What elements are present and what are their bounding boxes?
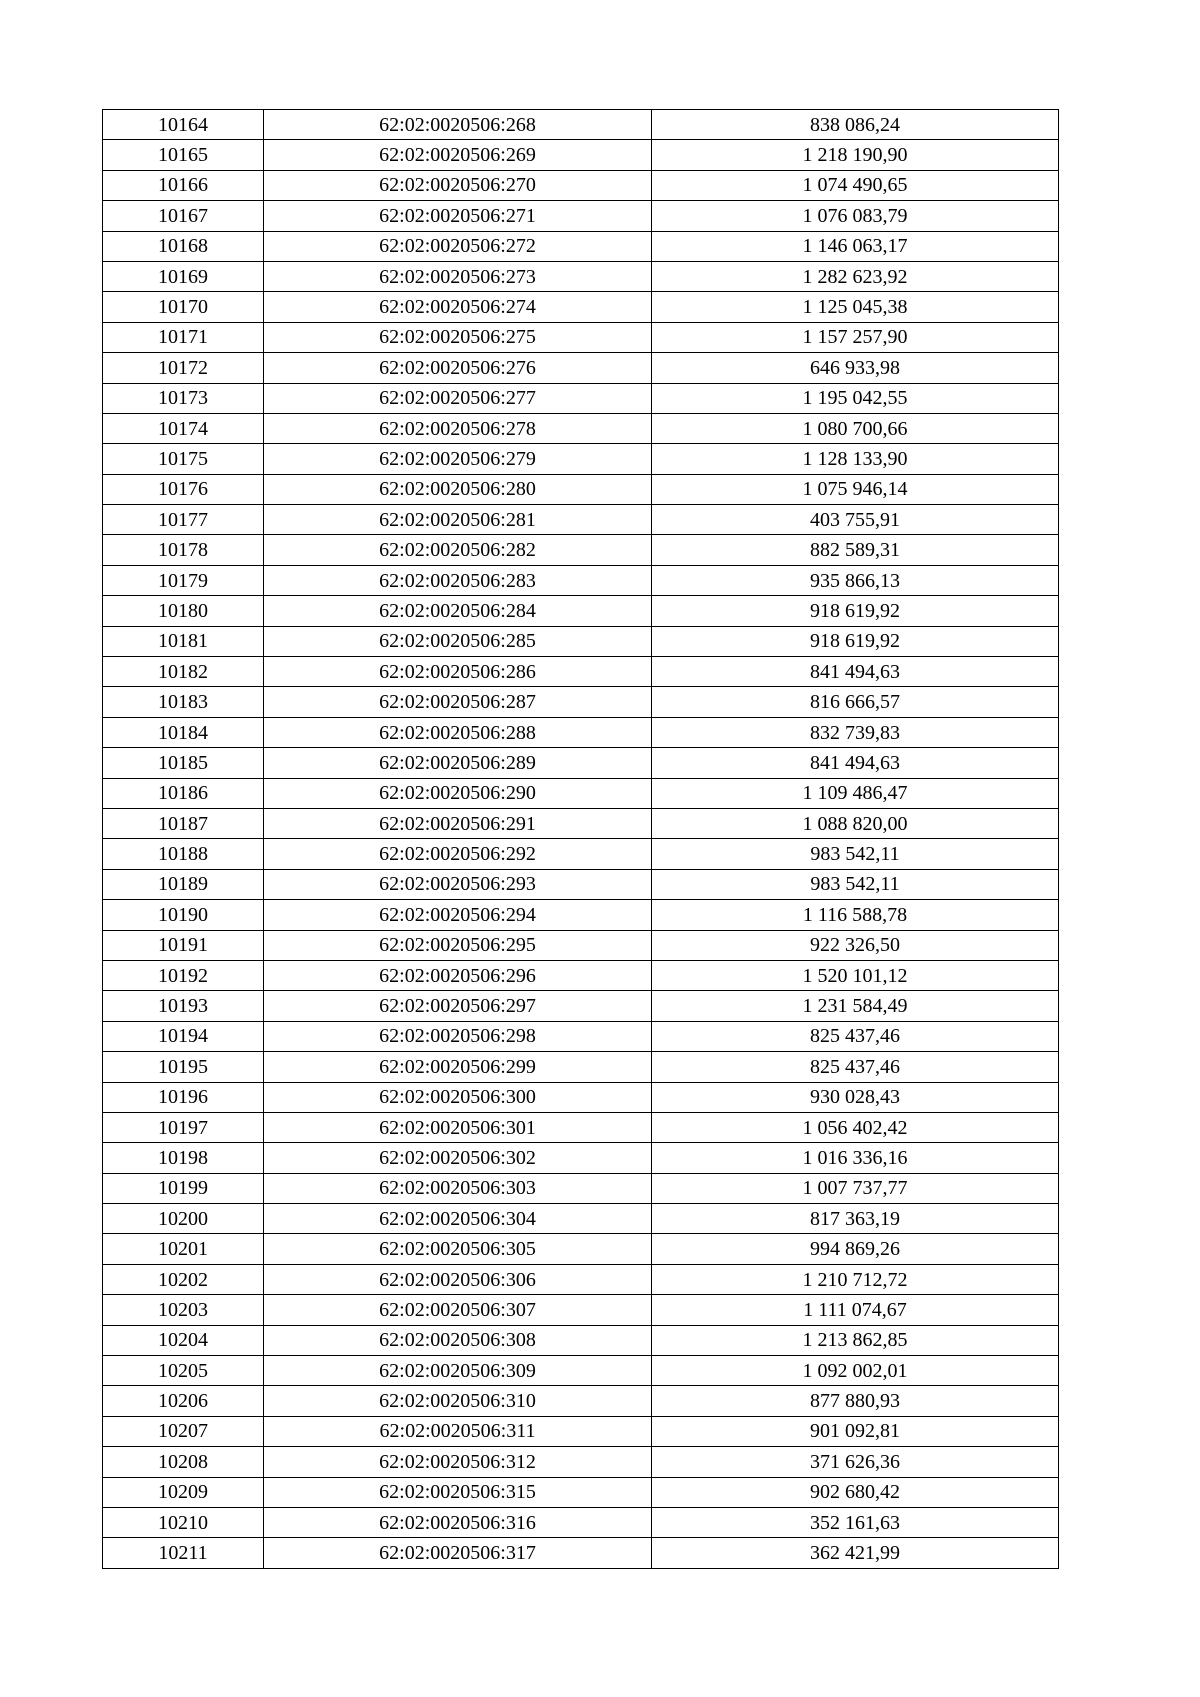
- table-row: [103, 231, 1059, 261]
- table-row: [103, 1538, 1059, 1568]
- table-row: [103, 626, 1059, 656]
- row-number-cell: 10207: [103, 1416, 264, 1446]
- cadastral-value-cell: 918 619,92: [652, 626, 1059, 656]
- cadastral-value-cell: 825 437,46: [652, 1021, 1059, 1051]
- cadastral-number-cell: 62:02:0020506:268: [264, 110, 652, 140]
- cadastral-value-cell: 902 680,42: [652, 1477, 1059, 1507]
- row-number-cell: 10191: [103, 930, 264, 960]
- row-number-cell: 10181: [103, 626, 264, 656]
- table-row: [103, 778, 1059, 808]
- table-row: [103, 1416, 1059, 1446]
- cadastral-value-cell: 1 282 623,92: [652, 261, 1059, 291]
- table-row: [103, 535, 1059, 565]
- cadastral-number-cell: 62:02:0020506:274: [264, 292, 652, 322]
- cadastral-number-cell: 62:02:0020506:317: [264, 1538, 652, 1568]
- table-row: [103, 261, 1059, 291]
- row-number-cell: 10196: [103, 1082, 264, 1112]
- table-row: [103, 1356, 1059, 1386]
- cadastral-number-cell: 62:02:0020506:316: [264, 1507, 652, 1537]
- row-number-cell: 10204: [103, 1325, 264, 1355]
- cadastral-value-cell: 403 755,91: [652, 505, 1059, 535]
- row-number-cell: 10195: [103, 1052, 264, 1082]
- cadastral-value-cell: 1 075 946,14: [652, 474, 1059, 504]
- cadastral-value-cell: 1 056 402,42: [652, 1112, 1059, 1142]
- cadastral-value-cell: 816 666,57: [652, 687, 1059, 717]
- cadastral-number-cell: 62:02:0020506:303: [264, 1173, 652, 1203]
- cadastral-number-cell: 62:02:0020506:315: [264, 1477, 652, 1507]
- row-number-cell: 10182: [103, 657, 264, 687]
- table-row: [103, 353, 1059, 383]
- cadastral-number-cell: 62:02:0020506:287: [264, 687, 652, 717]
- row-number-cell: 10194: [103, 1021, 264, 1051]
- row-number-cell: 10205: [103, 1356, 264, 1386]
- cadastral-value-cell: 1 146 063,17: [652, 231, 1059, 261]
- cadastral-value-cell: 983 542,11: [652, 839, 1059, 869]
- row-number-cell: 10165: [103, 140, 264, 170]
- table-row: [103, 140, 1059, 170]
- row-number-cell: 10206: [103, 1386, 264, 1416]
- cadastral-number-cell: 62:02:0020506:301: [264, 1112, 652, 1142]
- cadastral-value-cell: 352 161,63: [652, 1507, 1059, 1537]
- cadastral-number-cell: 62:02:0020506:292: [264, 839, 652, 869]
- cadastral-value-cell: 817 363,19: [652, 1204, 1059, 1234]
- table-row: [103, 1143, 1059, 1173]
- table-row: [103, 808, 1059, 838]
- row-number-cell: 10202: [103, 1264, 264, 1294]
- table-row: [103, 383, 1059, 413]
- cadastral-number-cell: 62:02:0020506:302: [264, 1143, 652, 1173]
- cadastral-value-cell: 877 880,93: [652, 1386, 1059, 1416]
- table-row: [103, 657, 1059, 687]
- table-row: [103, 960, 1059, 990]
- cadastral-value-cell: 1 520 101,12: [652, 960, 1059, 990]
- row-number-cell: 10179: [103, 565, 264, 595]
- table-row: [103, 839, 1059, 869]
- row-number-cell: 10201: [103, 1234, 264, 1264]
- cadastral-value-cell: 1 007 737,77: [652, 1173, 1059, 1203]
- cadastral-number-cell: 62:02:0020506:296: [264, 960, 652, 990]
- row-number-cell: 10176: [103, 474, 264, 504]
- cadastral-number-cell: 62:02:0020506:309: [264, 1356, 652, 1386]
- table-row: [103, 1021, 1059, 1051]
- row-number-cell: 10197: [103, 1112, 264, 1142]
- row-number-cell: 10173: [103, 383, 264, 413]
- cadastral-value-cell: 1 092 002,01: [652, 1356, 1059, 1386]
- cadastral-number-cell: 62:02:0020506:271: [264, 201, 652, 231]
- table-row: [103, 1234, 1059, 1264]
- cadastral-number-cell: 62:02:0020506:275: [264, 322, 652, 352]
- table-row: [103, 596, 1059, 626]
- cadastral-number-cell: 62:02:0020506:305: [264, 1234, 652, 1264]
- table-row: [103, 1447, 1059, 1477]
- table-row: [103, 748, 1059, 778]
- row-number-cell: 10185: [103, 748, 264, 778]
- cadastral-value-cell: 994 869,26: [652, 1234, 1059, 1264]
- cadastral-value-cell: 935 866,13: [652, 565, 1059, 595]
- table-row: [103, 292, 1059, 322]
- row-number-cell: 10170: [103, 292, 264, 322]
- cadastral-value-cell: 841 494,63: [652, 748, 1059, 778]
- row-number-cell: 10184: [103, 717, 264, 747]
- row-number-cell: 10183: [103, 687, 264, 717]
- cadastral-number-cell: 62:02:0020506:269: [264, 140, 652, 170]
- table-row: [103, 869, 1059, 899]
- row-number-cell: 10210: [103, 1507, 264, 1537]
- cadastral-number-cell: 62:02:0020506:294: [264, 900, 652, 930]
- row-number-cell: 10164: [103, 110, 264, 140]
- cadastral-value-cell: 1 076 083,79: [652, 201, 1059, 231]
- cadastral-number-cell: 62:02:0020506:282: [264, 535, 652, 565]
- cadastral-value-cell: 1 111 074,67: [652, 1295, 1059, 1325]
- table-row: [103, 110, 1059, 140]
- table-row: [103, 1477, 1059, 1507]
- cadastral-number-cell: 62:02:0020506:307: [264, 1295, 652, 1325]
- cadastral-number-cell: 62:02:0020506:273: [264, 261, 652, 291]
- cadastral-value-cell: 901 092,81: [652, 1416, 1059, 1446]
- cadastral-number-cell: 62:02:0020506:295: [264, 930, 652, 960]
- cadastral-value-cell: 918 619,92: [652, 596, 1059, 626]
- table-row: [103, 1112, 1059, 1142]
- table-row: [103, 322, 1059, 352]
- cadastral-number-cell: 62:02:0020506:284: [264, 596, 652, 626]
- row-number-cell: 10193: [103, 991, 264, 1021]
- cadastral-value-cell: 1 109 486,47: [652, 778, 1059, 808]
- table-row: [103, 1082, 1059, 1112]
- row-number-cell: 10174: [103, 413, 264, 443]
- cadastral-value-cell: 832 739,83: [652, 717, 1059, 747]
- row-number-cell: 10175: [103, 444, 264, 474]
- cadastral-value-cell: 983 542,11: [652, 869, 1059, 899]
- table-row: [103, 1173, 1059, 1203]
- row-number-cell: 10209: [103, 1477, 264, 1507]
- cadastral-number-cell: 62:02:0020506:311: [264, 1416, 652, 1446]
- cadastral-number-cell: 62:02:0020506:283: [264, 565, 652, 595]
- cadastral-number-cell: 62:02:0020506:270: [264, 170, 652, 200]
- row-number-cell: 10180: [103, 596, 264, 626]
- table-row: [103, 201, 1059, 231]
- row-number-cell: 10186: [103, 778, 264, 808]
- cadastral-value-cell: 1 195 042,55: [652, 383, 1059, 413]
- table-row: [103, 474, 1059, 504]
- row-number-cell: 10168: [103, 231, 264, 261]
- row-number-cell: 10167: [103, 201, 264, 231]
- cadastral-number-cell: 62:02:0020506:306: [264, 1264, 652, 1294]
- table-row: [103, 1325, 1059, 1355]
- cadastral-number-cell: 62:02:0020506:297: [264, 991, 652, 1021]
- row-number-cell: 10171: [103, 322, 264, 352]
- cadastral-value-cell: 1 116 588,78: [652, 900, 1059, 930]
- table-row: [103, 991, 1059, 1021]
- cadastral-value-cell: 646 933,98: [652, 353, 1059, 383]
- table-row: [103, 170, 1059, 200]
- table-row: [103, 687, 1059, 717]
- cadastral-value-cell: 362 421,99: [652, 1538, 1059, 1568]
- row-number-cell: 10169: [103, 261, 264, 291]
- cadastral-number-cell: 62:02:0020506:290: [264, 778, 652, 808]
- cadastral-number-cell: 62:02:0020506:293: [264, 869, 652, 899]
- row-number-cell: 10172: [103, 353, 264, 383]
- row-number-cell: 10187: [103, 808, 264, 838]
- table-row: [103, 1295, 1059, 1325]
- cadastral-number-cell: 62:02:0020506:276: [264, 353, 652, 383]
- cadastral-value-cell: 1 016 336,16: [652, 1143, 1059, 1173]
- cadastral-number-cell: 62:02:0020506:285: [264, 626, 652, 656]
- cadastral-value-cell: 838 086,24: [652, 110, 1059, 140]
- row-number-cell: 10190: [103, 900, 264, 930]
- cadastral-number-cell: 62:02:0020506:279: [264, 444, 652, 474]
- cadastral-number-cell: 62:02:0020506:298: [264, 1021, 652, 1051]
- cadastral-number-cell: 62:02:0020506:308: [264, 1325, 652, 1355]
- cadastral-number-cell: 62:02:0020506:286: [264, 657, 652, 687]
- cadastral-number-cell: 62:02:0020506:304: [264, 1204, 652, 1234]
- cadastral-number-cell: 62:02:0020506:272: [264, 231, 652, 261]
- cadastral-value-cell: 1 210 712,72: [652, 1264, 1059, 1294]
- row-number-cell: 10166: [103, 170, 264, 200]
- cadastral-number-cell: 62:02:0020506:280: [264, 474, 652, 504]
- row-number-cell: 10199: [103, 1173, 264, 1203]
- cadastral-number-cell: 62:02:0020506:300: [264, 1082, 652, 1112]
- cadastral-number-cell: 62:02:0020506:281: [264, 505, 652, 535]
- cadastral-number-cell: 62:02:0020506:291: [264, 808, 652, 838]
- table-row: [103, 930, 1059, 960]
- cadastral-number-cell: 62:02:0020506:299: [264, 1052, 652, 1082]
- cadastral-value-cell: 1 128 133,90: [652, 444, 1059, 474]
- cadastral-number-cell: 62:02:0020506:288: [264, 717, 652, 747]
- row-number-cell: 10198: [103, 1143, 264, 1173]
- table-row: [103, 413, 1059, 443]
- table-row: [103, 717, 1059, 747]
- cadastral-value-cell: 841 494,63: [652, 657, 1059, 687]
- table-row: [103, 900, 1059, 930]
- row-number-cell: 10177: [103, 505, 264, 535]
- cadastral-number-cell: 62:02:0020506:277: [264, 383, 652, 413]
- table-body: [103, 110, 1059, 1569]
- cadastral-value-cell: 882 589,31: [652, 535, 1059, 565]
- table-row: [103, 1204, 1059, 1234]
- cadastral-value-cell: 825 437,46: [652, 1052, 1059, 1082]
- row-number-cell: 10208: [103, 1447, 264, 1477]
- table-row: [103, 505, 1059, 535]
- cadastral-value-cell: 1 231 584,49: [652, 991, 1059, 1021]
- row-number-cell: 10200: [103, 1204, 264, 1234]
- table-row: [103, 1507, 1059, 1537]
- cadastral-value-cell: 1 080 700,66: [652, 413, 1059, 443]
- cadastral-value-cell: 1 125 045,38: [652, 292, 1059, 322]
- cadastral-value-table: [102, 109, 1059, 1569]
- cadastral-value-cell: 922 326,50: [652, 930, 1059, 960]
- row-number-cell: 10178: [103, 535, 264, 565]
- cadastral-number-cell: 62:02:0020506:289: [264, 748, 652, 778]
- table-row: [103, 444, 1059, 474]
- cadastral-value-cell: 1 157 257,90: [652, 322, 1059, 352]
- cadastral-value-cell: 371 626,36: [652, 1447, 1059, 1477]
- cadastral-number-cell: 62:02:0020506:312: [264, 1447, 652, 1477]
- cadastral-value-cell: 1 218 190,90: [652, 140, 1059, 170]
- cadastral-value-cell: 1 088 820,00: [652, 808, 1059, 838]
- table-row: [103, 1386, 1059, 1416]
- cadastral-number-cell: 62:02:0020506:310: [264, 1386, 652, 1416]
- cadastral-value-cell: 930 028,43: [652, 1082, 1059, 1112]
- row-number-cell: 10188: [103, 839, 264, 869]
- row-number-cell: 10211: [103, 1538, 264, 1568]
- table-row: [103, 1052, 1059, 1082]
- cadastral-number-cell: 62:02:0020506:278: [264, 413, 652, 443]
- table-row: [103, 1264, 1059, 1294]
- row-number-cell: 10192: [103, 960, 264, 990]
- row-number-cell: 10189: [103, 869, 264, 899]
- row-number-cell: 10203: [103, 1295, 264, 1325]
- cadastral-value-cell: 1 074 490,65: [652, 170, 1059, 200]
- cadastral-value-cell: 1 213 862,85: [652, 1325, 1059, 1355]
- table-row: [103, 565, 1059, 595]
